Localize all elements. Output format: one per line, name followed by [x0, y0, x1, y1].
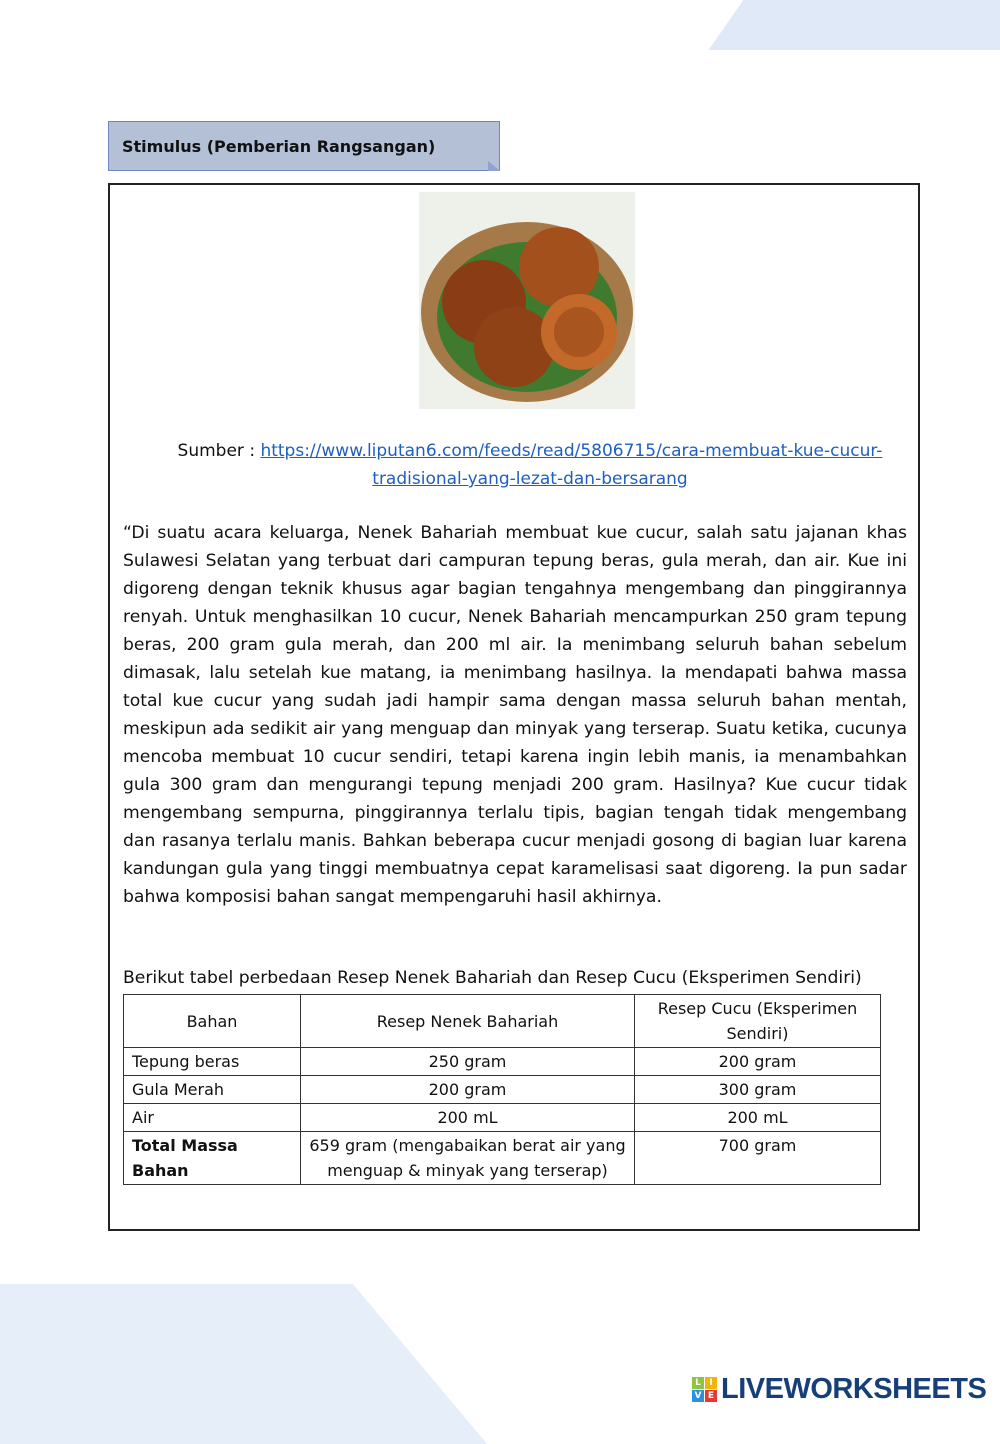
background-decoration [0, 1284, 487, 1444]
table-row [124, 1132, 881, 1185]
logo-letter: E [705, 1390, 717, 1402]
background-decoration [708, 0, 1000, 50]
source-label: Sumber : [177, 441, 256, 461]
recipe-comparison-table [123, 994, 881, 1185]
cell: 250 gram [301, 1048, 635, 1076]
logo-letter: L [692, 1377, 704, 1389]
source-link[interactable]: https://www.liputan6.com/feeds/read/5806715/cara-membuat-kue-cucur-tradisional-yang-lezat-dan-bersarang [260, 441, 883, 489]
header-cell: Bahan [124, 995, 301, 1048]
cell: 300 gram [635, 1076, 881, 1104]
cell: 200 mL [301, 1104, 635, 1132]
table-row [124, 1076, 881, 1104]
cell: Gula Merah [124, 1076, 301, 1104]
logo-text: LIVEWORKSHEETS [721, 1373, 987, 1405]
cell: Air [124, 1104, 301, 1132]
cell: 700 gram [635, 1132, 881, 1185]
cell: 200 gram [635, 1048, 881, 1076]
logo-letter: I [705, 1377, 717, 1389]
cell: Tepung beras [124, 1048, 301, 1076]
cell: 200 gram [301, 1076, 635, 1104]
story-paragraph: “Di suatu acara keluarga, Nenek Bahariah membuat kue cucur, salah satu jajanan khas Sulawesi Selatan yang terbuat dari campuran tepung beras, gula merah, dan air. Kue ini digoreng dengan teknik khusus agar bagian tengahnya mengembang dan pinggirannya renyah. Untuk menghasilkan 10 cucur, Nenek Bahariah mencampurkan 250 gram tepung beras, 200 gram gula merah, dan 200 ml air. Ia menimbang seluruh bahan sebelum dimasak, lalu setelah kue matang, ia menimbang hasilnya. Ia mendapati bahwa massa total kue cucur yang sudah jadi hampir sama dengan massa seluruh bahan mentah, meskipun ada sedikit air yang menguap dan minyak yang terserap. Suatu ketika, cucunya mencoba membuat 10 cucur sendiri, tetapi karena ingin lebih manis, ia menambahkan gula 300 gram dan mengurangi tepung menjadi 200 gram. Hasilnya? Kue cucur tidak mengembang sempurna, pinggirannya terlalu tipis, bagian tengah tidak mengembang dan rasanya terlalu manis. Bahkan beberapa cucur menjadi gosong di bagian luar karena kandungan gula yang tinggi membuatnya cepat karamelisasi saat digoreng. Ia pun sadar bahwa komposisi bahan sangat mempengaruhi hasil akhirnya. [123, 523, 907, 907]
table-row [124, 1104, 881, 1132]
section-header [108, 121, 500, 171]
cell: Total Massa Bahan [124, 1132, 301, 1185]
cell: 200 mL [635, 1104, 881, 1132]
table-row [124, 1048, 881, 1076]
header-cell: Resep Cucu (Eksperimen Sendiri) [635, 995, 881, 1048]
cell: 659 gram (mengabaikan berat air yang menguap & minyak yang terserap) [301, 1132, 635, 1185]
table-caption: Berikut tabel perbedaan Resep Nenek Bahariah dan Resep Cucu (Eksperimen Sendiri) [123, 968, 862, 988]
page-fold-decoration [488, 161, 500, 171]
liveworksheets-logo [692, 1373, 986, 1406]
table-header-row [124, 995, 881, 1048]
logo-letter: V [692, 1390, 704, 1402]
source-line [150, 437, 910, 493]
section-title: Stimulus (Pemberian Rangsangan) [122, 136, 436, 156]
stimulus-box [108, 183, 920, 1231]
header-cell: Resep Nenek Bahariah [301, 995, 635, 1048]
kue-cucur-photo [419, 192, 635, 409]
live-icon [692, 1377, 717, 1402]
